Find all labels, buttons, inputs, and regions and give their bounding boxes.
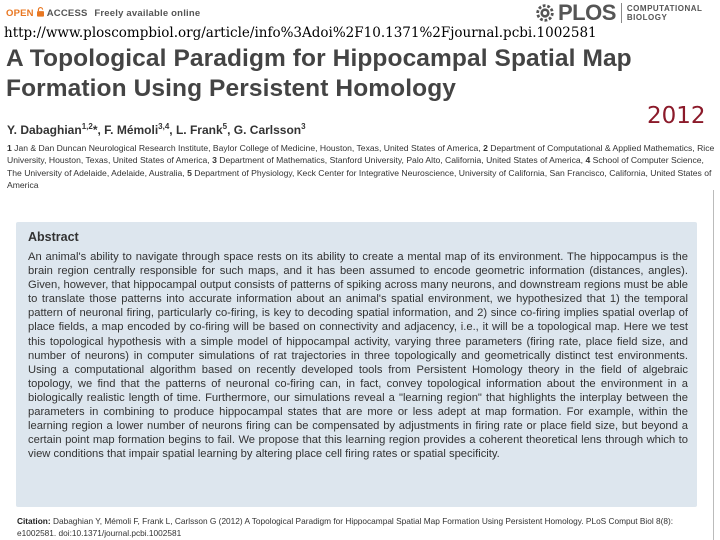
freely-available-label: Freely available online xyxy=(94,8,201,19)
author xyxy=(234,123,306,137)
affiliation-text: School of Computer Science, The University of Adelaide, Adelaide, Australia, xyxy=(7,155,704,178)
abstract-heading: Abstract xyxy=(28,230,79,244)
title-line-2: Formation Using Persistent Homology xyxy=(6,75,456,102)
affiliation-number: 3 xyxy=(212,155,220,166)
affiliations xyxy=(7,142,715,191)
author-affil-sup: 5 xyxy=(222,122,228,131)
affiliation-text: Department of Mathematics, Stanford University, Palo Alto, California, United States of America, xyxy=(219,155,586,166)
logo-divider xyxy=(621,3,622,23)
journal-sub-2: BIOLOGY xyxy=(626,13,668,22)
journal-subtitle xyxy=(627,4,703,22)
open-access-badge xyxy=(6,7,200,19)
plos-logo xyxy=(534,0,702,26)
author-name: G. Carlsson xyxy=(233,123,302,137)
corresponding-mark: * xyxy=(92,123,98,137)
affiliation-text: Department of Physiology, Keck Center for Integrative Neuroscience, University of California, San Francisco, California, United States of America xyxy=(7,167,712,190)
citation xyxy=(17,516,707,539)
journal-header xyxy=(0,0,720,26)
abstract-text: An animal's ability to navigate through space rests on its ability to create a mental map of its environment. The hippocampus is the brain region centrally responsible for such maps, and it has been assumed to encode geometric information (distances, angles). Given, however, that hippocampal output consists of patterns of spiking across many neurons, and downstream regions must be able to translate those patterns into accurate information about an animal's spatial environment, we hypothesized that 1) the temporal pattern of neuronal firing, particularly co-firing, is key to decoding spatial information, and 2) since co-firing implies spatial overlap of place fields, a map encoded by co-firing will be based on connectivity and adjacency, i.e., it will be a topological map. Here we test this topological hypothesis with a simple model of hippocampal activity, varying three parameters (firing rate, place field size, and number of neurons) in computer simulations of rat trajectories in three topologically and geometrically distinct test environments. Using a computational algorithm based on recently developed tools from Persistent Homology theory in the field of algebraic topology, we find that the patterns of neuronal co-firing can, in fact, convey topological information about the environment in a biologically realistic length of time. Furthermore, our simulations reveal a "learning region" that highlights the interplay between the parameters in combining to produce hippocampal states that are more or less adept at map formation. For example, within the learning region a lower number of neurons firing can be compensated by adjustments in firing rate or place field size, but beyond a certain point map formation begins to fail. We propose that this learning region provides a coherent theoretical lens through which to view conditions that impair spatial learning by altering place cell firing rates or spatial specificity. xyxy=(28,251,688,461)
affiliation-number: 5 xyxy=(187,167,195,178)
publication-year: 2012 xyxy=(647,103,706,129)
plos-gear-icon xyxy=(534,2,556,24)
open-label: OPEN xyxy=(6,8,34,19)
author-name: L. Frank xyxy=(175,123,223,137)
page-edge-divider xyxy=(713,190,714,540)
journal-sub-1: COMPUTATIONAL xyxy=(626,4,703,13)
author-name: Y. Dabaghian xyxy=(7,123,82,137)
affiliation-text: Jan & Dan Duncan Neurological Research Institute, Baylor College of Medicine, Houston, Texas, United States of America, xyxy=(14,143,484,153)
author-list: Y. Dabaghian$^{1,2}$*, F. Mémoli$^{3,4}$, L. Frank$^5$, G. Carlsson$^3$ xyxy=(7,122,306,137)
article-url[interactable]: http://www.ploscompbiol.org/article/info%3Adoi%2F10.1371%2Fjournal.pcbi.1002581 xyxy=(4,25,597,41)
access-label: ACCESS xyxy=(46,8,88,19)
affiliation-number: 2 xyxy=(483,143,491,153)
open-lock-icon xyxy=(36,7,45,17)
abstract-box xyxy=(16,222,697,507)
paper-title xyxy=(6,44,632,104)
affiliation-text: Department of Computational & Applied Mathematics, Rice University, Houston, Texas, United States of America, xyxy=(7,143,715,166)
plos-wordmark: PLOS xyxy=(558,0,616,25)
author-affil-sup: 3,4 xyxy=(158,122,170,131)
author xyxy=(7,123,97,137)
citation-text: Dabaghian Y, Mémoli F, Frank L, Carlsson G (2012) A Topological Paradigm for Hippocampal Spatial Map Formation Using Persistent Homology. PLoS Comput Biol 8(8): e1002581. doi:10.1371/journal.pcbi.1002581 xyxy=(17,516,674,538)
author-name: F. Mémoli xyxy=(104,123,159,137)
title-line-1: A Topological Paradigm for Hippocampal Spatial Map xyxy=(6,45,632,72)
author xyxy=(104,123,169,137)
author-affil-sup: 1,2 xyxy=(81,122,93,131)
affiliation-number: 1 xyxy=(7,143,15,153)
affiliation-number: 4 xyxy=(585,155,593,166)
citation-label: Citation: xyxy=(17,516,51,526)
author-affil-sup: 3 xyxy=(301,122,306,131)
author xyxy=(176,123,227,137)
